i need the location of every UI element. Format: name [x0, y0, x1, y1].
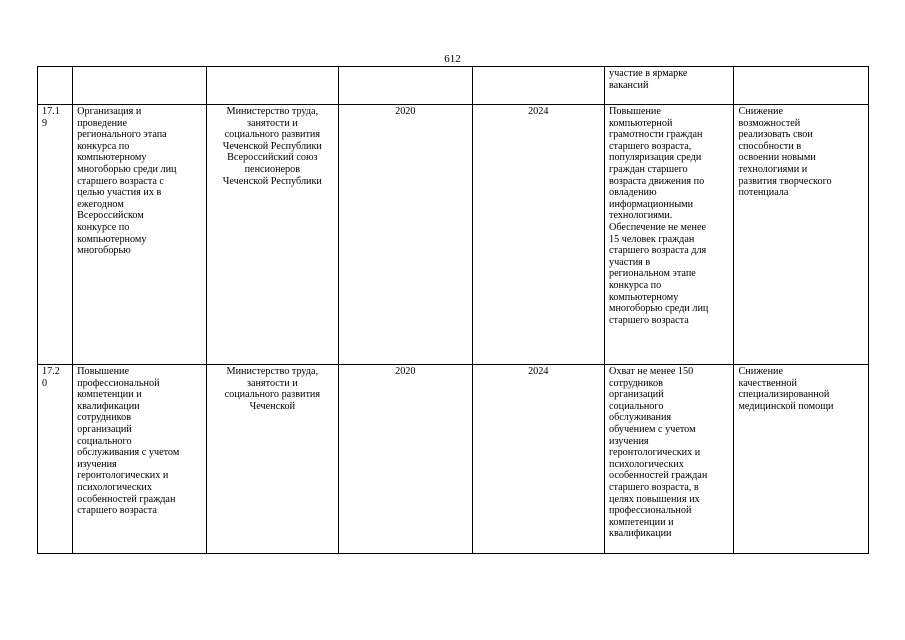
cell-consequence: [734, 67, 869, 105]
cell-number: 17.1 9: [38, 105, 73, 365]
cell-action: [73, 67, 206, 105]
cell-executor: Министерство труда, занятости и социального развития Чеченской: [206, 365, 338, 554]
cell-start-year: [339, 67, 472, 105]
cell-number: 17.2 0: [38, 365, 73, 554]
cell-action: Повышение профессиональной компетенции и квалификации сотрудников организаций социального обслуживания с учетом изучения геронтологических и психологических особенностей граждан старшего возраста: [73, 365, 206, 554]
cell-expected-result: Охват не менее 150 сотрудников организаций социального обслуживания обучением с учетом изучения геронтологических и психологических особенностей граждан старшего возраста, в целях повышения их профессиональной компетенции и квалификации: [605, 365, 734, 554]
cell-number: [38, 67, 73, 105]
cell-consequence: Снижение возможностей реализовать свои способности в освоении новыми технологиями и развития творческого потенциала: [734, 105, 869, 365]
page-number: 612: [444, 53, 461, 65]
table-row: [38, 67, 869, 105]
cell-end-year: 2024: [472, 105, 604, 365]
measures-table: [37, 66, 869, 554]
cell-end-year: 2024: [472, 365, 604, 554]
cell-end-year: [472, 67, 604, 105]
cell-expected-result: участие в ярмарке вакансий: [605, 67, 734, 105]
cell-action: Организация и проведение регионального этапа конкурса по компьютерному многоборью среди лиц старшего возраста с целью участия их в ежегодном Всероссийском конкурсе по компьютерному многоборью: [73, 105, 206, 365]
cell-consequence: Снижение качественной специализированной медицинской помощи: [734, 365, 869, 554]
cell-executor: Министерство труда, занятости и социального развития Чеченской Республики Всероссийский союз пенсионеров Чеченской Республики: [206, 105, 338, 365]
cell-start-year: 2020: [339, 365, 472, 554]
cell-executor: [206, 67, 338, 105]
table-row: [38, 105, 869, 365]
cell-start-year: 2020: [339, 105, 472, 365]
cell-expected-result: Повышение компьютерной грамотности граждан старшего возраста, популяризация среди граждан старшего возраста движения по овладению информационными технологиями. Обеспечение не менее 15 человек граждан старшего возраста для участия в региональном этапе конкурса по компьютерному многоборью среди лиц старшего возраста: [605, 105, 734, 365]
table-row: [38, 365, 869, 554]
